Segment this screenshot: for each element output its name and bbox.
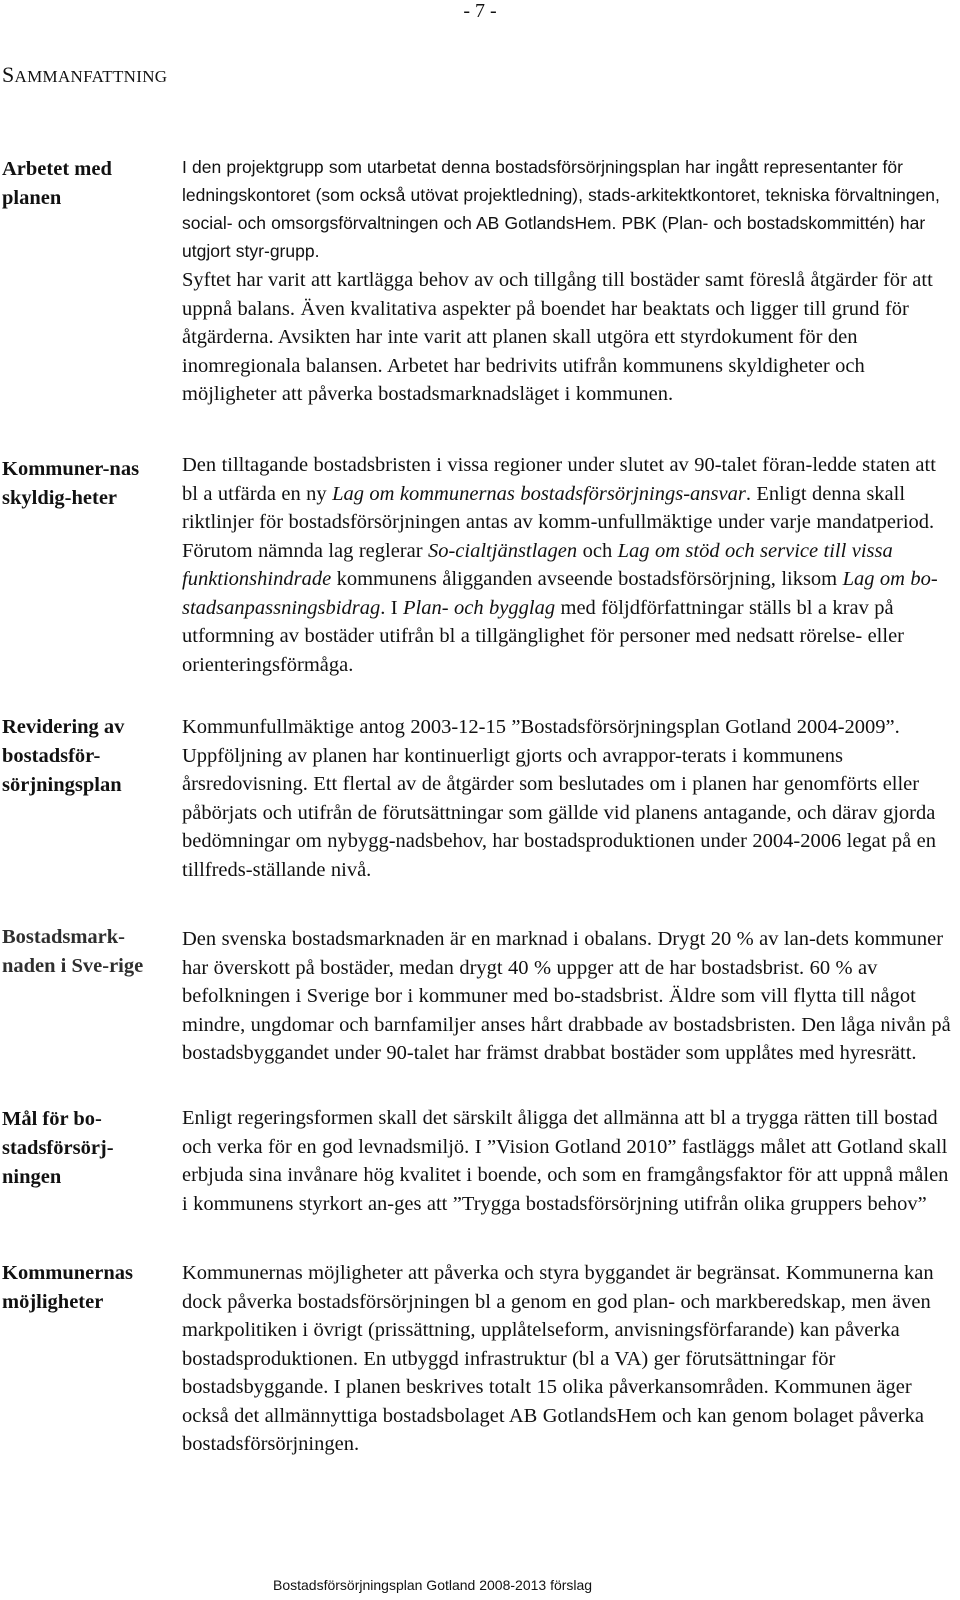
text-run: Den tilltagande bostadsbristen i vissa regioner under slutet av 90-talet föran-ledde staten att bl a utfärda en ny — [182, 454, 936, 505]
paragraph-revidering: Kommunfullmäktige antog 2003-12-15 ”Bostadsförsörjningsplan Gotland 2004-2009”. Uppföljning av planen har kontinuerligt gjorts och avrappor-terats i kommunens årsredovisning. Ett flertal av de åtgärder som beslutades om i planen har genomförts eller påbörjats och utifrån de förutsättningar som gällde vid planens antagande, och därav gjorda bedömningar om nybygg-nadsbehov, har bostadsproduktionen under 2004-2006 legat på en tillfreds-ställande nivå. — [182, 716, 937, 881]
paragraph-bostadsmarknaden: Den svenska bostadsmarknaden är en marknad i obalans. Drygt 20 % av lan-dets kommuner har överskott på bostäder, medan drygt 40 % uppger att de har bostadsbrist. 60 % av befolkningen i Sverige bor i kommuner med bo-stadsbrist. Äldre som vill flytta till något mindre, ungdomar och barnfamiljer anses hårt drabbade av bostadsbristen. Den låga nivån på bostadsbyggandet under 90-talet har främst drabbat bostäder som upplåtes med hyresrätt. — [182, 928, 951, 1064]
law-title: Lag om stöd och service till vissa funktionshindrade — [182, 539, 893, 590]
paragraph-mojligheter: Kommunernas möjligheter att påverka och styra byggandet är begränsat. Kommunerna kan dock påverka bostadsförsörjningen bl a genom en god plan- och markberedskap, men även markpolitiken i övrigt (prissättning, upplåtelseform, anvisningsförfarande) kan påverka bostadsproduktionen. En utbyggd infrastruktur (bl a VA) ger förutsättningar för bostadsbyggande. I planen beskrives totalt 15 olika påverkansområden. Kommunen äger också det allmännyttiga bostadsbolaget AB GotlandsHem och kan genom bolaget påverka bostadsförsörjningen. — [182, 1262, 934, 1455]
side-heading-bostadsmarknaden: Bostadsmark-naden i Sve-rige — [2, 926, 144, 977]
side-heading-arbetet: Arbetet med planen — [2, 158, 112, 209]
paragraph-syftet: Syftet har varit att kartlägga behov av och tillgång till bostäder samt föreslå åtgärder för att uppnå balans. Även kvalitativa aspekter på boendet har beaktats och ligger till grund för åtgärderna. Avsikten har inte varit att planen skall utgöra ett styrdokument för den inomregionala balansen. Arbetet har bedrivits utifrån kommunens skyldigheter och möjligheter att påverka bostadsmarknadsläget i kommunen. — [182, 269, 933, 405]
text-run: . I — [380, 596, 404, 619]
text-run: med följdförfattningar ställs bl a krav på utformning av bostäder utifrån bl a tillgänglighet för personer med nedsatt rörelse- eller orienteringsförmåga. — [182, 596, 905, 676]
page-number: - 7 - — [463, 0, 497, 22]
side-heading-mojligheter: Kommunernas möjligheter — [2, 1262, 133, 1313]
section-title-rest: AMMANFATTNING — [14, 67, 168, 86]
law-title: So-cialtjänstlagen — [427, 539, 578, 562]
law-title: Lag om bo-stadsanpassningsbidrag — [182, 568, 938, 619]
paragraph-lagar — [182, 451, 952, 679]
side-heading-revidering: Revidering av bostadsför-sörjningsplan — [2, 716, 125, 796]
paragraph-projektgrupp: I den projektgrupp som utarbetat denna bostadsförsörjningsplan har ingått representanter för ledningskontoret (som också utövat projektledning), stads-arkitektkontoret, tekniska förvaltningen, social- och omsorgsförvaltningen och AB GotlandsHem. PBK (Plan- och bostadskommittén) har utgjort styr-grupp. — [182, 157, 940, 261]
section-title — [2, 62, 167, 88]
side-heading-mal: Mål för bo-stadsförsörj-ningen — [2, 1108, 114, 1188]
paragraph-mal: Enligt regeringsformen skall det särskilt åligga det allmänna att bl a trygga rätten till bostad och verka för en god levnadsmiljö. I ”Vision Gotland 2010” fastläggs målet att Gotland skall erbjuda sina invånare hög kvalitet i boende, och som en framgångsfaktor för att uppnå målen i kommunens styrkort an-ges att ”Trygga bostadsförsörjning utifrån olika gruppers behov” — [182, 1107, 949, 1215]
side-heading-skyldigheter: Kommuner-nas skyldig-heter — [2, 458, 140, 509]
footer: Bostadsförsörjningsplan Gotland 2008-2013 förslag — [273, 1577, 593, 1593]
text-run: kommunens åligganden avseende bostadsförsörjning, liksom — [331, 568, 843, 590]
law-title: Plan- och bygglag — [403, 596, 556, 619]
text-run: . Enligt denna skall riktlinjer för bostadsförsörjningen antas av komm-unfullmäktige under varje mandatperiod. Förutom nämnda lag reglerar — [182, 482, 935, 562]
text-run: och — [577, 539, 618, 562]
section-title-initial: S — [2, 62, 15, 87]
law-title: Lag om kommunernas bostadsförsörjnings-ansvar — [332, 482, 746, 505]
